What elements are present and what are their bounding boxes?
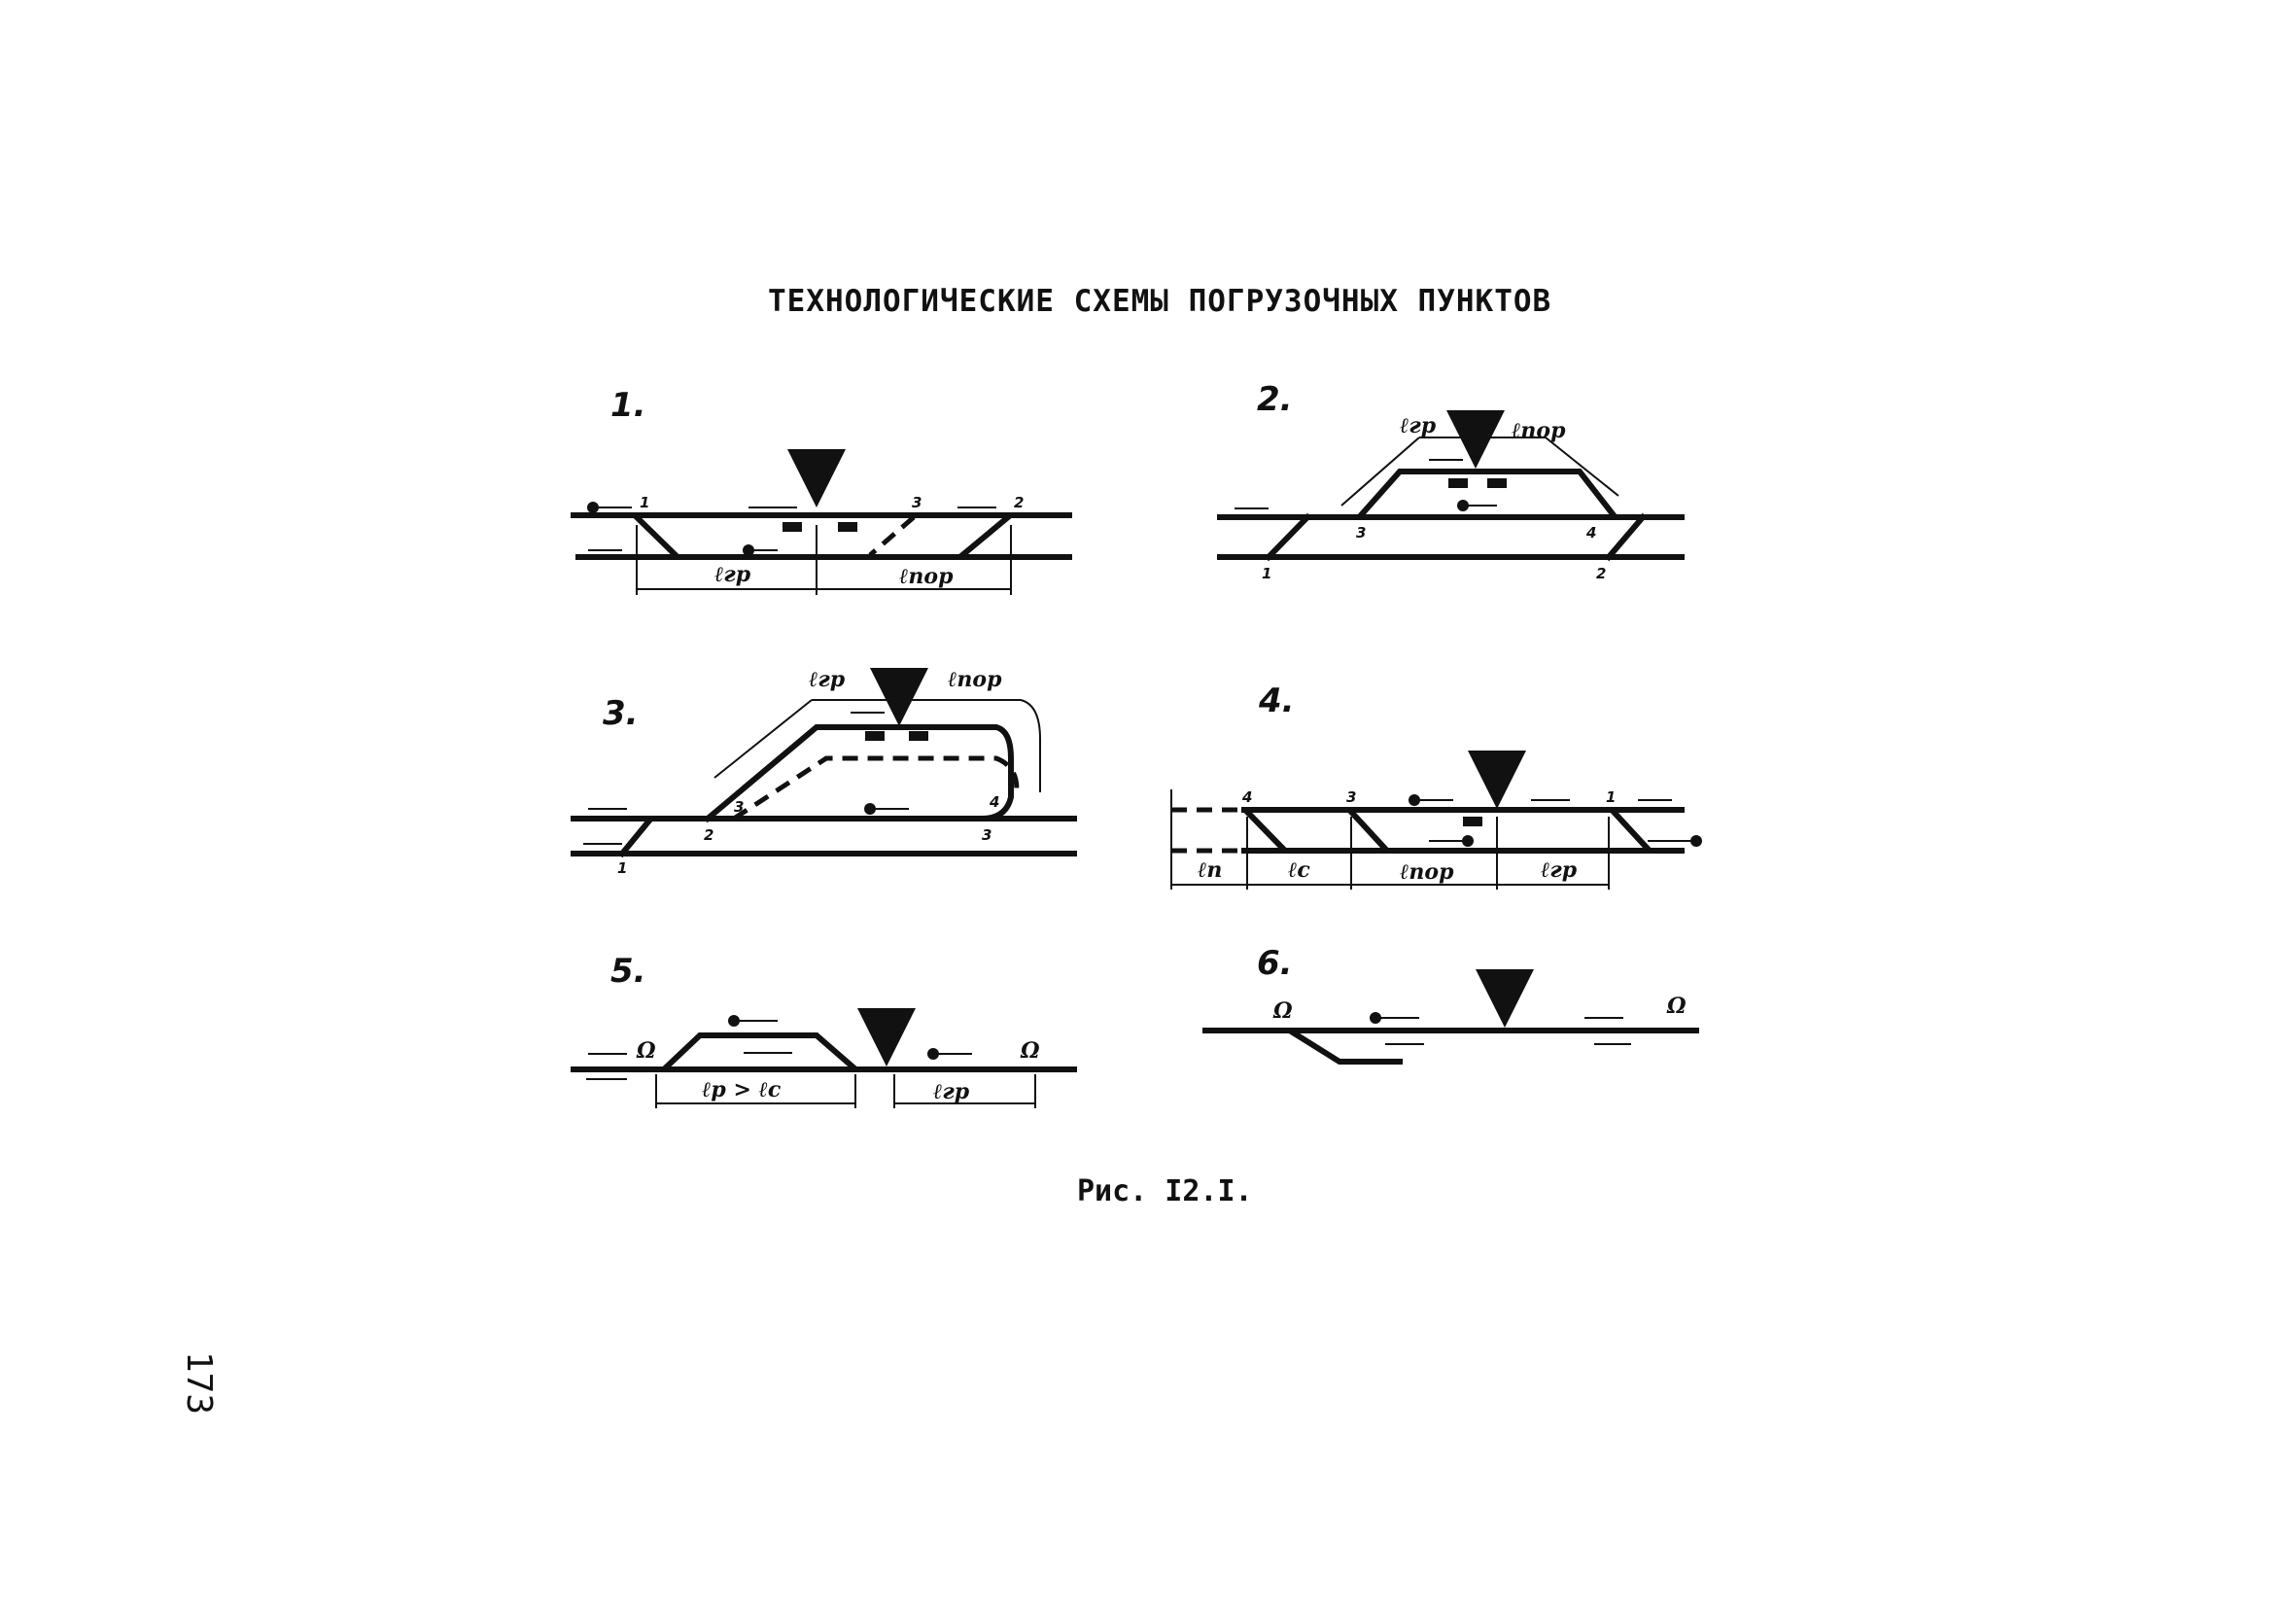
scheme-4 — [1171, 682, 1696, 890]
scheme-1-switch-3-dashed — [870, 517, 914, 555]
scheme-6-locomotive-icon: Ω — [1273, 998, 1293, 1024]
scheme-3-switch-1 — [622, 821, 649, 854]
scheme-3-wagon-icon — [865, 731, 885, 741]
scheme-4-length-label-2: ℓс — [1288, 857, 1310, 883]
scheme-3-wagon-icon — [909, 731, 928, 741]
scheme-3 — [574, 667, 1074, 877]
scheme-4-switch-4 — [1247, 812, 1283, 849]
scheme-2-length-label-1: ℓгр — [1400, 413, 1437, 438]
scheme-5-number: 5. — [610, 952, 646, 991]
scheme-2 — [1220, 380, 1682, 582]
scheme-5-siding — [666, 1035, 853, 1067]
scheme-1-wagon-icon — [838, 522, 857, 532]
scheme-3-point-label: 1 — [617, 859, 628, 877]
scheme-1-point-label: 3 — [912, 494, 922, 511]
scheme-4-number: 4. — [1259, 682, 1295, 720]
scheme-3-point-label: 2 — [704, 826, 714, 844]
scheme-4-point-label: 4 — [1242, 788, 1253, 806]
scheme-5-length-label-2: ℓгр — [933, 1079, 970, 1104]
scheme-2-point-label: 3 — [1356, 524, 1367, 542]
scheme-1-point-label: 2 — [1014, 494, 1025, 511]
scheme-6-locomotive-icon: Ω — [1667, 994, 1687, 1019]
scheme-4-point-label: 3 — [1346, 788, 1357, 806]
scheme-6 — [1205, 944, 1696, 1062]
scheme-5-length-label-1: ℓр > ℓс — [702, 1077, 782, 1102]
scheme-2-point-label: 2 — [1596, 565, 1607, 582]
scheme-2-length-label-2: ℓпор — [1512, 418, 1566, 443]
scheme-3-point-label: 3 — [734, 798, 745, 816]
scheme-4-length-label-3: ℓпор — [1400, 859, 1454, 885]
scheme-2-wagon-icon — [1487, 478, 1507, 488]
scheme-4-switch-3 — [1351, 812, 1385, 849]
scheme-1-point-label: 1 — [640, 494, 650, 511]
scheme-3-dimension-line — [899, 700, 1040, 792]
scheme-1-switch-2 — [962, 517, 1008, 555]
scheme-2-point-label: 1 — [1262, 565, 1272, 582]
scheme-3-point-label: 3 — [982, 826, 992, 844]
page-number: 173 — [179, 1351, 219, 1416]
scheme-1 — [574, 386, 1069, 595]
scheme-2-dimension-line — [1546, 437, 1618, 496]
scheme-2-switch-2 — [1609, 517, 1643, 557]
scheme-4-switch-1 — [1614, 812, 1648, 849]
scheme-1-wagon-icon — [783, 522, 802, 532]
scheme-1-length-label-2: ℓпор — [899, 564, 954, 589]
scheme-2-switch-1 — [1269, 517, 1307, 557]
scheme-1-length-label-1: ℓгр — [714, 562, 751, 587]
scheme-4-length-label-4: ℓгр — [1541, 857, 1578, 883]
scheme-2-loading-track — [1361, 472, 1614, 515]
figure-caption: Рис. I2.I. — [1077, 1174, 1253, 1208]
scheme-4-point-label: 1 — [1606, 788, 1617, 806]
scheme-3-number: 3. — [603, 694, 639, 733]
scheme-1-switch-1 — [637, 517, 676, 555]
page-title: ТЕХНОЛОГИЧЕСКИЕ СХЕМЫ ПОГРУЗОЧНЫХ ПУНКТОВ — [768, 284, 1552, 319]
scheme-6-siding — [1293, 1032, 1400, 1062]
scheme-3-length-label-2: ℓпор — [948, 667, 1002, 692]
scheme-1-number: 1. — [610, 386, 646, 425]
scheme-6-number: 6. — [1257, 944, 1293, 983]
scheme-3-length-label-1: ℓгр — [809, 667, 846, 692]
scheme-4-length-label-1: ℓп — [1198, 857, 1223, 883]
scheme-5-locomotive-icon: Ω — [1021, 1038, 1040, 1064]
scheme-2-wagon-icon — [1448, 478, 1468, 488]
scheme-2-number: 2. — [1257, 380, 1293, 419]
scheme-3-loading-loop — [708, 727, 1011, 819]
scheme-3-dimension-line — [714, 700, 812, 778]
scheme-2-point-label: 4 — [1586, 524, 1597, 542]
scheme-4-wagon-icon — [1463, 817, 1482, 826]
scheme-3-point-label: 4 — [990, 793, 1000, 811]
scheme-5 — [574, 952, 1074, 1108]
scheme-5-locomotive-icon: Ω — [637, 1038, 656, 1064]
